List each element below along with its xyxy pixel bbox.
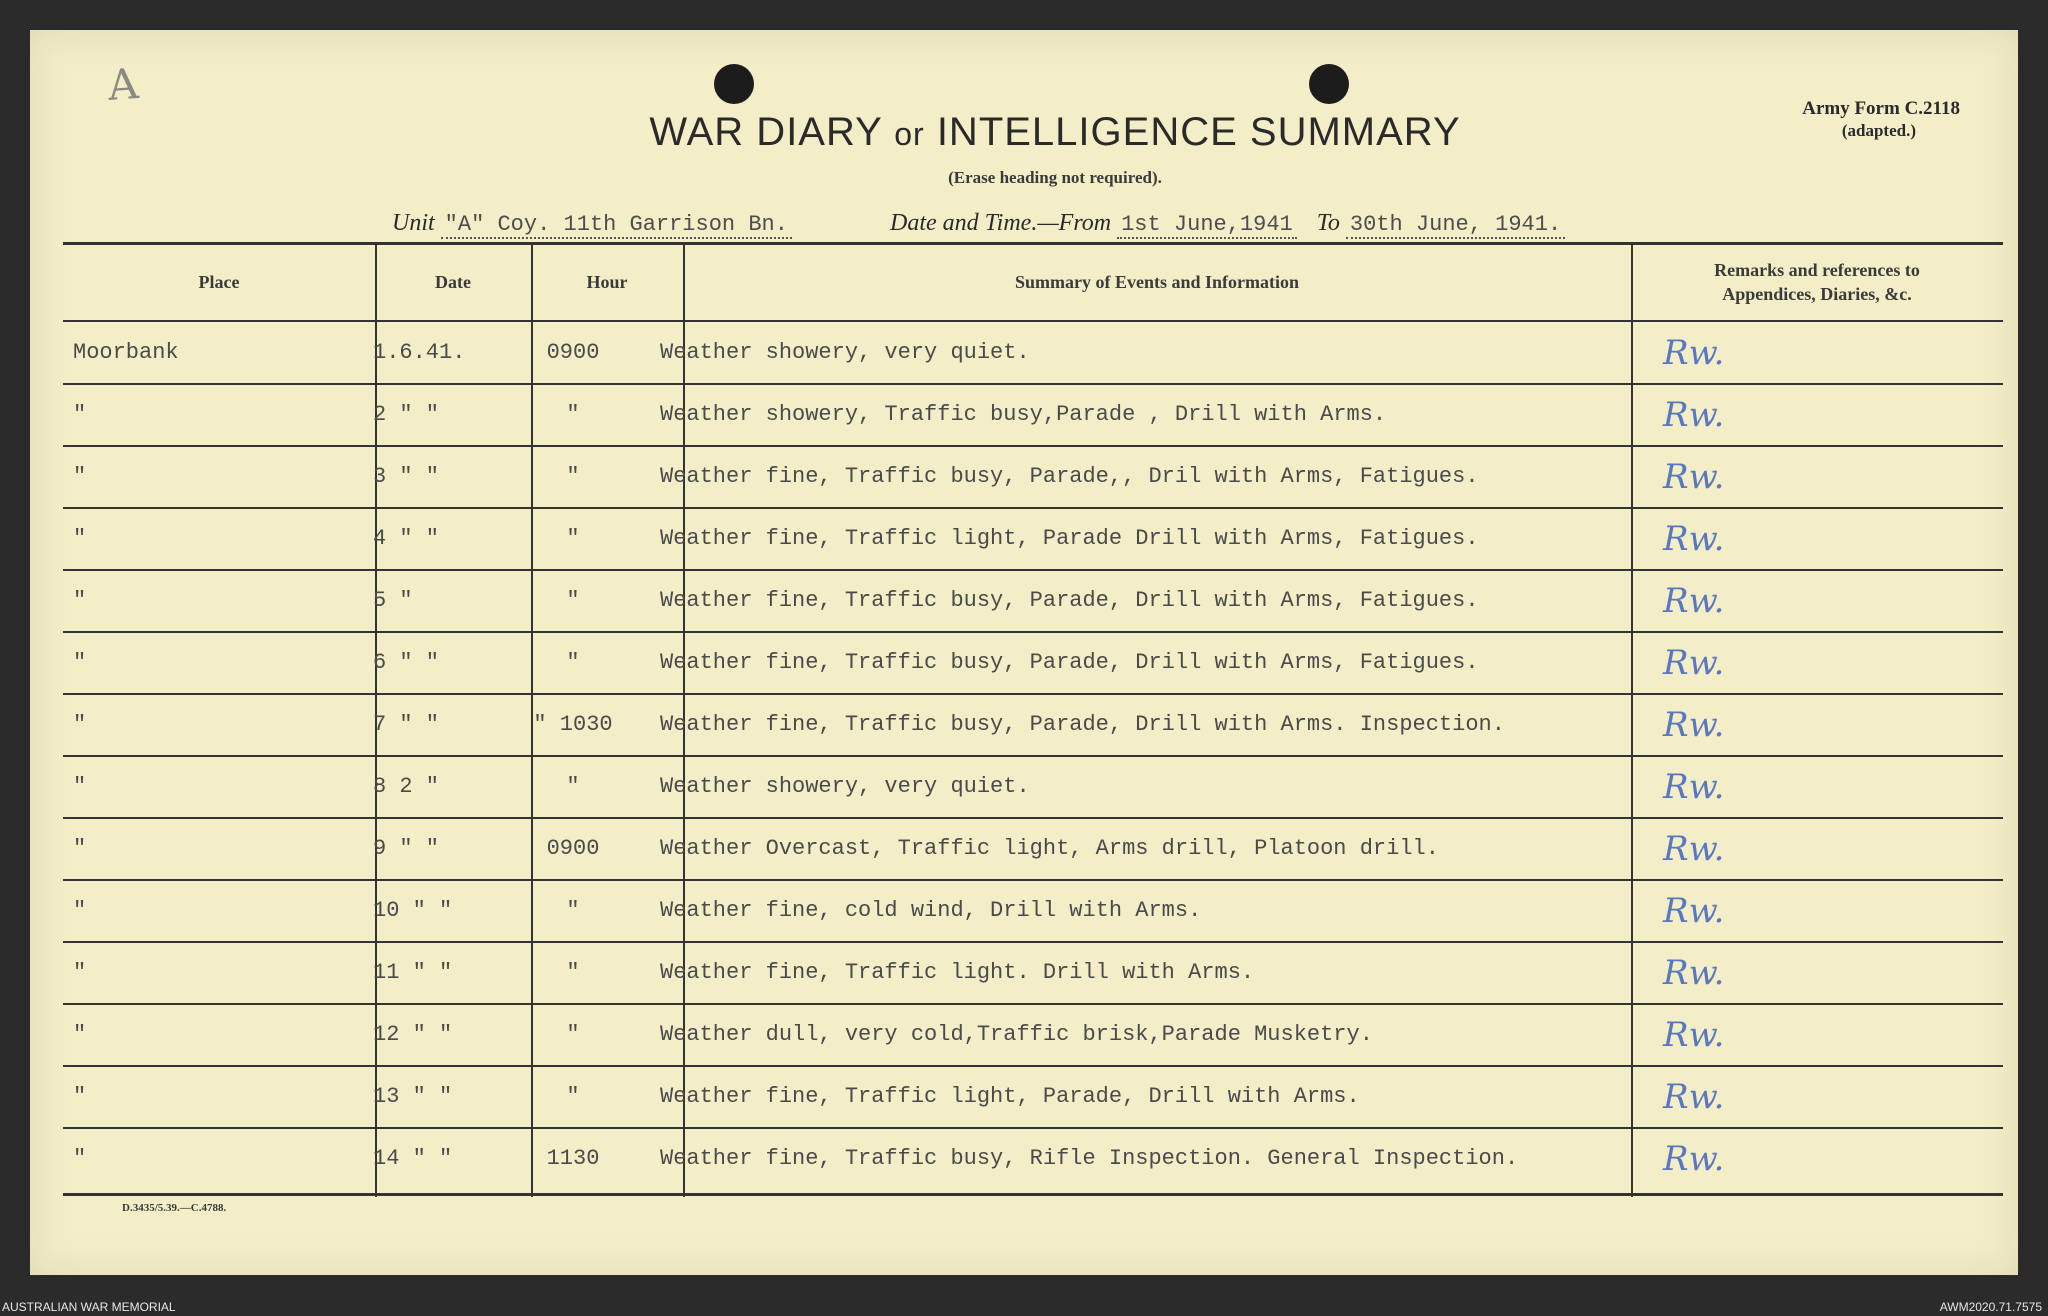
remarks-initials: Rw.	[1663, 1014, 1725, 1055]
col-header-remarks-line2: Appendices, Diaries, &c.	[1722, 284, 1912, 304]
place-cell: "	[73, 650, 87, 675]
date-cell: 3 " "	[373, 464, 440, 489]
date-cell: 7 " "	[373, 712, 440, 737]
date-cell: 9 " "	[373, 836, 440, 861]
table-row	[63, 1128, 2003, 1189]
summary-cell: Weather fine, Traffic busy, Parade, Drill with Arms, Fatigues.	[660, 650, 1479, 675]
title-part2: INTELLIGENCE SUMMARY	[936, 110, 1461, 154]
summary-cell: Weather fine, cold wind, Drill with Arms.	[660, 898, 1202, 923]
table-row	[63, 632, 2003, 693]
punch-hole-left	[714, 64, 754, 104]
date-cell: 4 " "	[373, 526, 440, 551]
hour-cell: "	[566, 464, 580, 489]
place-cell: "	[73, 712, 87, 737]
print-code: D.3435/5.39.—C.4788.	[122, 1202, 227, 1214]
place-cell: "	[73, 774, 87, 799]
table-row	[63, 694, 2003, 755]
summary-cell: Weather fine, Traffic busy, Parade,, Dril with Arms, Fatigues.	[660, 464, 1479, 489]
remarks-initials: Rw.	[1663, 828, 1725, 869]
col-header-place: Place	[198, 272, 240, 292]
col-header-remarks	[1631, 242, 2003, 322]
hour-cell: "	[566, 588, 580, 613]
remarks-initials: Rw.	[1663, 394, 1725, 435]
page-subtitle: (Erase heading not required).	[948, 168, 1162, 187]
summary-cell: Weather fine, Traffic busy, Rifle Inspection. General Inspection.	[660, 1146, 1519, 1171]
hour-cell: "	[566, 1022, 580, 1047]
hour-cell: "	[566, 1084, 580, 1109]
date-label: Date and Time.—From	[890, 210, 1112, 236]
table-row	[63, 818, 2003, 879]
col-header-hour: Hour	[586, 272, 628, 292]
date-cell: 10 " "	[373, 898, 453, 923]
date-cell: 13 " "	[373, 1084, 453, 1109]
corner-mark: A	[106, 59, 141, 110]
place-cell: "	[73, 1146, 87, 1171]
diary-page	[30, 30, 2018, 1275]
summary-cell: Weather fine, Traffic light, Parade, Drill with Arms.	[660, 1084, 1360, 1109]
summary-cell: Weather showery, Traffic busy,Parade , Drill with Arms.	[660, 402, 1387, 427]
date-field	[890, 210, 1565, 237]
summary-cell: Weather fine, Traffic busy, Parade, Drill with Arms. Inspection.	[660, 712, 1505, 737]
archive-credit: AUSTRALIAN WAR MEMORIAL	[2, 1300, 176, 1314]
hour-cell: "	[566, 650, 580, 675]
table-row	[63, 446, 2003, 507]
remarks-initials: Rw.	[1663, 518, 1725, 559]
col-header-summary: Summary of Events and Information	[1014, 272, 1300, 292]
from-value: 1st June,1941	[1117, 212, 1297, 239]
hour-cell: "	[566, 526, 580, 551]
remarks-initials: Rw.	[1663, 332, 1725, 373]
place-cell: "	[73, 898, 87, 923]
page-title	[600, 110, 1510, 155]
summary-cell: Weather fine, Traffic light. Drill with Arms.	[660, 960, 1255, 985]
date-cell: 5 "	[373, 588, 413, 613]
hour-cell: "	[566, 898, 580, 923]
hour-cell: " 1030	[533, 712, 613, 737]
place-cell: "	[73, 836, 87, 861]
form-number	[1720, 98, 1960, 142]
table-row	[63, 880, 2003, 941]
hour-cell: "	[566, 774, 580, 799]
table-bottom-border	[63, 1193, 2003, 1196]
diary-table	[63, 242, 2003, 1197]
summary-cell: Weather dull, very cold,Traffic brisk,Parade Musketry.	[660, 1022, 1373, 1047]
unit-label: Unit	[392, 210, 435, 236]
date-cell: 2 " "	[373, 402, 440, 427]
place-cell: "	[73, 588, 87, 613]
remarks-initials: Rw.	[1663, 890, 1725, 931]
hour-cell: "	[566, 402, 580, 427]
summary-cell: Weather Overcast, Traffic light, Arms drill, Platoon drill.	[660, 836, 1439, 861]
place-cell: "	[73, 526, 87, 551]
title-part1: WAR DIARY	[649, 110, 883, 154]
place-cell: "	[73, 1022, 87, 1047]
date-cell: 8 2 "	[373, 774, 440, 799]
table-row	[63, 1004, 2003, 1065]
summary-cell: Weather showery, very quiet.	[660, 340, 1030, 365]
place-cell: "	[73, 464, 87, 489]
remarks-initials: Rw.	[1663, 1138, 1725, 1179]
table-row	[63, 570, 2003, 631]
table-row	[63, 508, 2003, 569]
summary-cell: Weather showery, very quiet.	[660, 774, 1030, 799]
remarks-initials: Rw.	[1663, 580, 1725, 621]
remarks-initials: Rw.	[1663, 704, 1725, 745]
summary-cell: Weather fine, Traffic busy, Parade, Drill with Arms, Fatigues.	[660, 588, 1479, 613]
form-adapted: (adapted.)	[1841, 121, 1916, 140]
remarks-initials: Rw.	[1663, 642, 1725, 683]
table-row	[63, 322, 2003, 383]
hour-cell: "	[566, 960, 580, 985]
to-label: To	[1316, 210, 1340, 236]
archive-reference: AWM2020.71.7575	[1939, 1300, 2042, 1314]
col-header-remarks-line1: Remarks and references to	[1714, 260, 1920, 280]
table-row	[63, 384, 2003, 445]
title-or: or	[894, 116, 925, 152]
place-cell: "	[73, 960, 87, 985]
date-cell: 1.6.41.	[373, 340, 466, 365]
place-cell: Moorbank	[73, 340, 179, 365]
table-row	[63, 756, 2003, 817]
remarks-initials: Rw.	[1663, 456, 1725, 497]
remarks-initials: Rw.	[1663, 1076, 1725, 1117]
form-number-text: Army Form C.2118	[1802, 98, 1960, 119]
punch-hole-right	[1309, 64, 1349, 104]
date-cell: 6 " "	[373, 650, 440, 675]
date-cell: 12 " "	[373, 1022, 453, 1047]
summary-cell: Weather fine, Traffic light, Parade Drill with Arms, Fatigues.	[660, 526, 1479, 551]
table-row	[63, 942, 2003, 1003]
hour-cell: 0900	[546, 836, 600, 861]
remarks-initials: Rw.	[1663, 766, 1725, 807]
date-cell: 11 " "	[373, 960, 453, 985]
unit-field	[392, 210, 792, 237]
hour-cell: 1130	[546, 1146, 600, 1171]
col-header-date: Date	[435, 272, 471, 292]
hour-cell: 0900	[546, 340, 600, 365]
to-value: 30th June, 1941.	[1346, 212, 1565, 239]
table-row	[63, 1066, 2003, 1127]
place-cell: "	[73, 1084, 87, 1109]
remarks-initials: Rw.	[1663, 952, 1725, 993]
date-cell: 14 " "	[373, 1146, 453, 1171]
place-cell: "	[73, 402, 87, 427]
unit-value: "A" Coy. 11th Garrison Bn.	[441, 212, 792, 239]
